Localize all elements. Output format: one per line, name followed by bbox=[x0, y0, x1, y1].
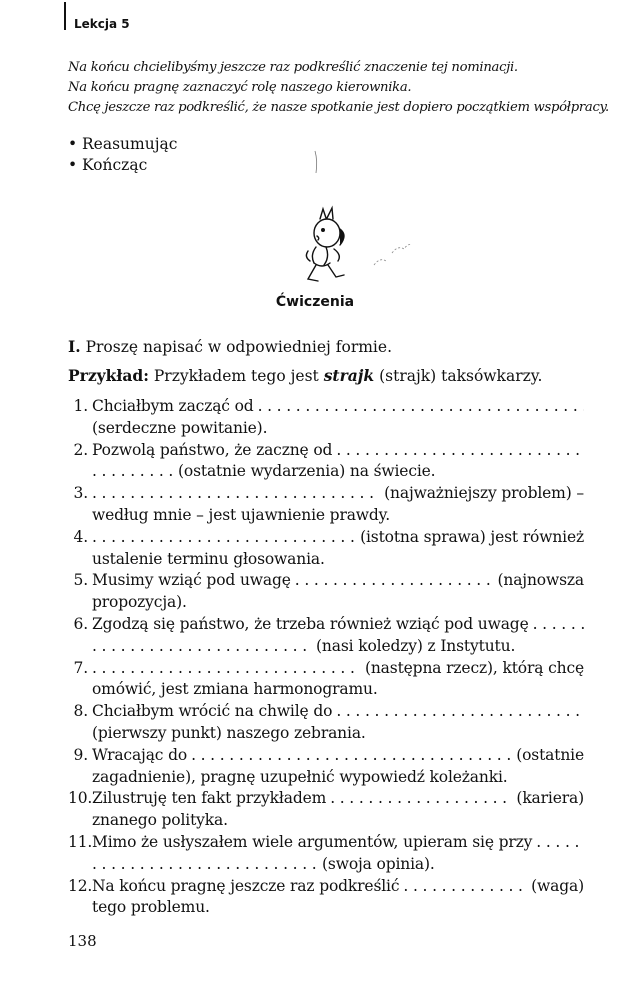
fill-blank[interactable] bbox=[336, 701, 584, 723]
fill-blank[interactable] bbox=[533, 614, 584, 636]
phrase-line: Chcę jeszcze raz podkreślić, że nasze spotkanie jest dopiero początkiem współpracy. bbox=[68, 100, 609, 115]
decorative-squiggle bbox=[370, 235, 415, 270]
fill-blank[interactable] bbox=[92, 636, 312, 658]
exercise-item: 3. . . . (najważniejszy problem) – według mnie – jest ujawnienie prawdy. bbox=[68, 483, 584, 527]
exercise-list bbox=[68, 396, 584, 919]
fill-blank[interactable] bbox=[92, 527, 356, 549]
example-label: Przykład: bbox=[68, 366, 149, 385]
fill-blank[interactable] bbox=[295, 570, 494, 592]
bullet-item: • Reasumując bbox=[68, 135, 178, 153]
fill-blank[interactable] bbox=[336, 440, 584, 462]
bullet-icon: • bbox=[68, 156, 78, 174]
lesson-header bbox=[64, 2, 130, 30]
fill-blank[interactable] bbox=[403, 876, 527, 898]
bullet-icon: • bbox=[68, 135, 78, 153]
fill-blank[interactable] bbox=[92, 461, 174, 483]
exercise-item: 1. Chciałbym zacząć od . . . (serdeczne powitanie). bbox=[68, 396, 584, 440]
exercise-number: I. bbox=[68, 337, 81, 356]
example-answer: strajk bbox=[323, 366, 375, 385]
page-number: 138 bbox=[68, 932, 97, 950]
bullet-list bbox=[68, 134, 177, 176]
exercise-item: 5. Musimy wziąć pod uwagę . . . (najnowsza propozycja). bbox=[68, 570, 584, 614]
exercise-item: 12. Na końcu pragnę jeszcze raz podkreślić . . . (waga) tego problemu. bbox=[68, 876, 584, 920]
exercise-item: 10. Zilustruję ten fakt przykładem . . . (kariera) znanego polityka. bbox=[68, 788, 584, 832]
exercise-item: 11. Mimo że usłyszałem wiele argumentów, upieram się przy . . . . . . (swoja opinia). bbox=[68, 832, 584, 876]
fill-blank[interactable] bbox=[330, 788, 512, 810]
phrase-line: Na końcu pragnę zaznaczyć rolę naszego kierownika. bbox=[68, 80, 412, 95]
instruction-text: Proszę napisać w odpowiedniej formie. bbox=[85, 338, 392, 356]
bullet-item: • Kończąc bbox=[68, 156, 148, 174]
fill-blank[interactable] bbox=[92, 658, 361, 680]
exercise-item: 8. Chciałbym wrócić na chwilę do . . . (pierwszy punkt) naszego zebrania. bbox=[68, 701, 584, 745]
mascot-illustration bbox=[290, 205, 360, 290]
exercise-item: 2. Pozwolą państwo, że zacznę od . . . . . . (ostatnie wydarzenia) na świecie. bbox=[68, 440, 584, 484]
fill-blank[interactable] bbox=[191, 745, 512, 767]
example-line: Przykład: Przykładem tego jest strajk (strajk) taksówkarzy. bbox=[68, 366, 543, 385]
example-phrases bbox=[68, 58, 613, 118]
exercise-instruction bbox=[68, 337, 392, 356]
exercise-item: 6. Zgodzą się państwo, że trzeba również wziąć pod uwagę . . . . . . (nasi koledzy) z Instytutu. bbox=[68, 614, 584, 658]
fill-blank[interactable] bbox=[92, 854, 318, 876]
fill-blank[interactable] bbox=[92, 483, 380, 505]
pencil-mark bbox=[314, 150, 319, 174]
exercise-item: 9. Wracając do . . . (ostatnie zagadnienie), pragnę uzupełnić wypowiedź koleżanki. bbox=[68, 745, 584, 789]
phrase-line: Na końcu chcielibyśmy jeszcze raz podkreślić znaczenie tej nominacji. bbox=[68, 60, 518, 75]
fill-blank[interactable] bbox=[536, 832, 584, 854]
fill-blank[interactable] bbox=[258, 396, 584, 418]
exercise-item: 7. . . . (następna rzecz), którą chcę omówić, jest zmiana harmonogramu. bbox=[68, 658, 584, 702]
section-title: Ćwiczenia bbox=[275, 294, 355, 310]
exercise-item: 4. . . . (istotna sprawa) jest również ustalenie terminu głosowania. bbox=[68, 527, 584, 571]
lesson-label: Lekcja 5 bbox=[74, 17, 130, 31]
